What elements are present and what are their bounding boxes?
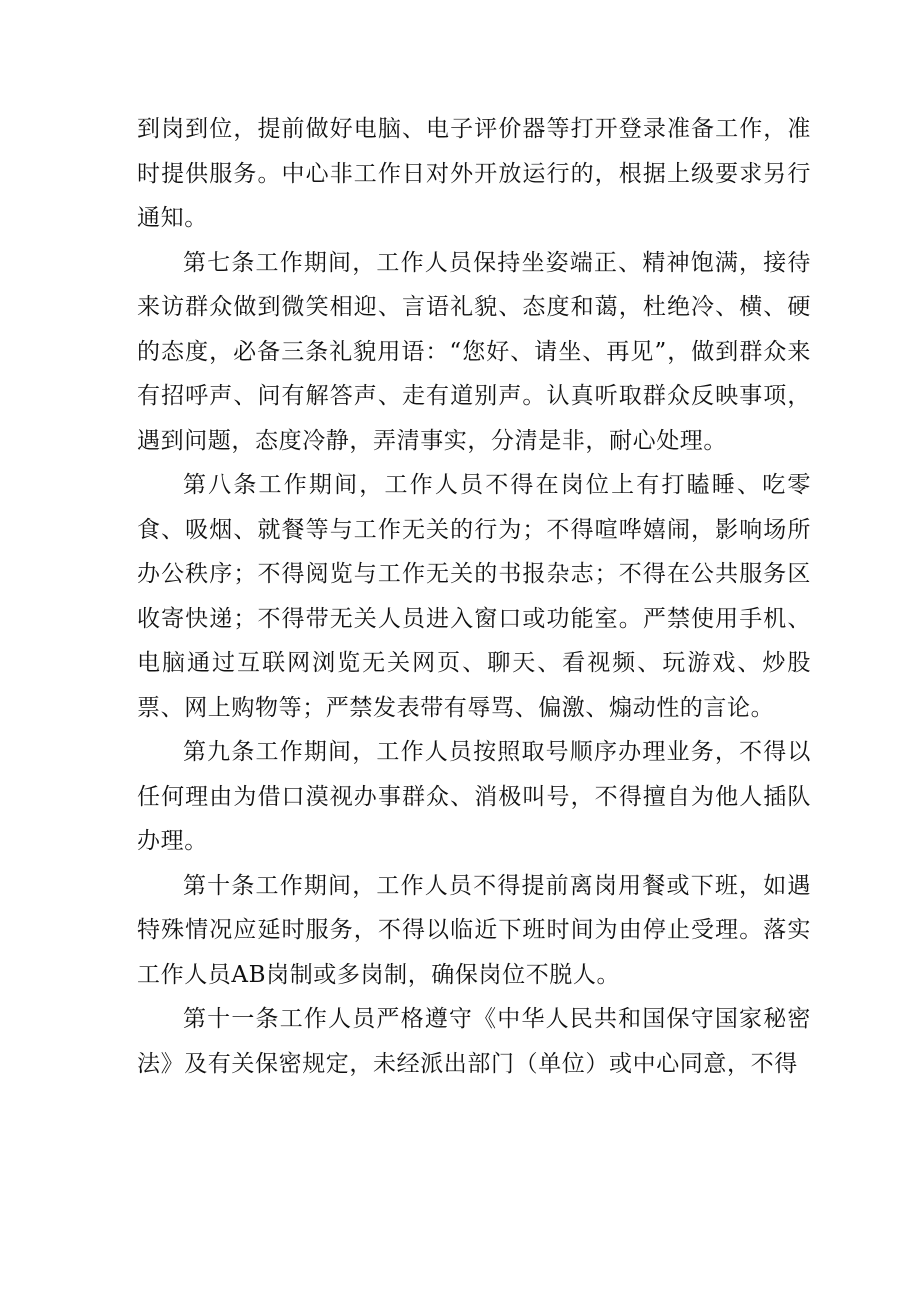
document-body [137,107,811,1086]
paragraph-article-7: 第七条工作期间，工作人员保持坐姿端正、精神饱满，接待来访群众做到微笑相迎、言语礼貌、态度和蔼，杜绝冷、横、硬的态度，必备三条礼貌用语：“您好、请坐、再见”，做到群众来有招呼声、问有解答声、走有道别声。认真听取群众反映事项，遇到问题，态度冷静，弄清事实，分清是非，耐心处理。 [137,249,811,454]
paragraph-article-8: 第八条工作期间，工作人员不得在岗位上有打瞌睡、吃零食、吸烟、就餐等与工作无关的行为；不得喧哗嬉闹，影响场所办公秩序；不得阅览与工作无关的书报杂志；不得在公共服务区收寄快递；不得带无关人员进入窗口或功能室。严禁使用手机、电脑通过互联网浏览无关网页、聊天、看视频、玩游戏、炒股票、网上购物等；严禁发表带有辱骂、偏激、煽动性的言论。 [137,472,811,721]
paragraph-continuation: 到岗到位，提前做好电脑、电子评价器等打开登录准备工作，准时提供服务。中心非工作日对外开放运行的，根据上级要求另行通知。 [137,116,811,231]
paragraph-article-9: 第九条工作期间，工作人员按照取号顺序办理业务，不得以任何理由为借口漠视办事群众、消极叫号，不得擅自为他人插队办理。 [137,739,811,854]
paragraph-article-10: 第十条工作期间，工作人员不得提前离岗用餐或下班，如遇特殊情况应延时服务，不得以临近下班时间为由停止受理。落实工作人员AB岗制或多岗制，确保岗位不脱人。 [137,872,811,988]
paragraph-article-11: 第十一条工作人员严格遵守《中华人民共和国保守国家秘密法》及有关保密规定，未经派出部门（单位）或中心同意，不得 [137,1006,811,1077]
